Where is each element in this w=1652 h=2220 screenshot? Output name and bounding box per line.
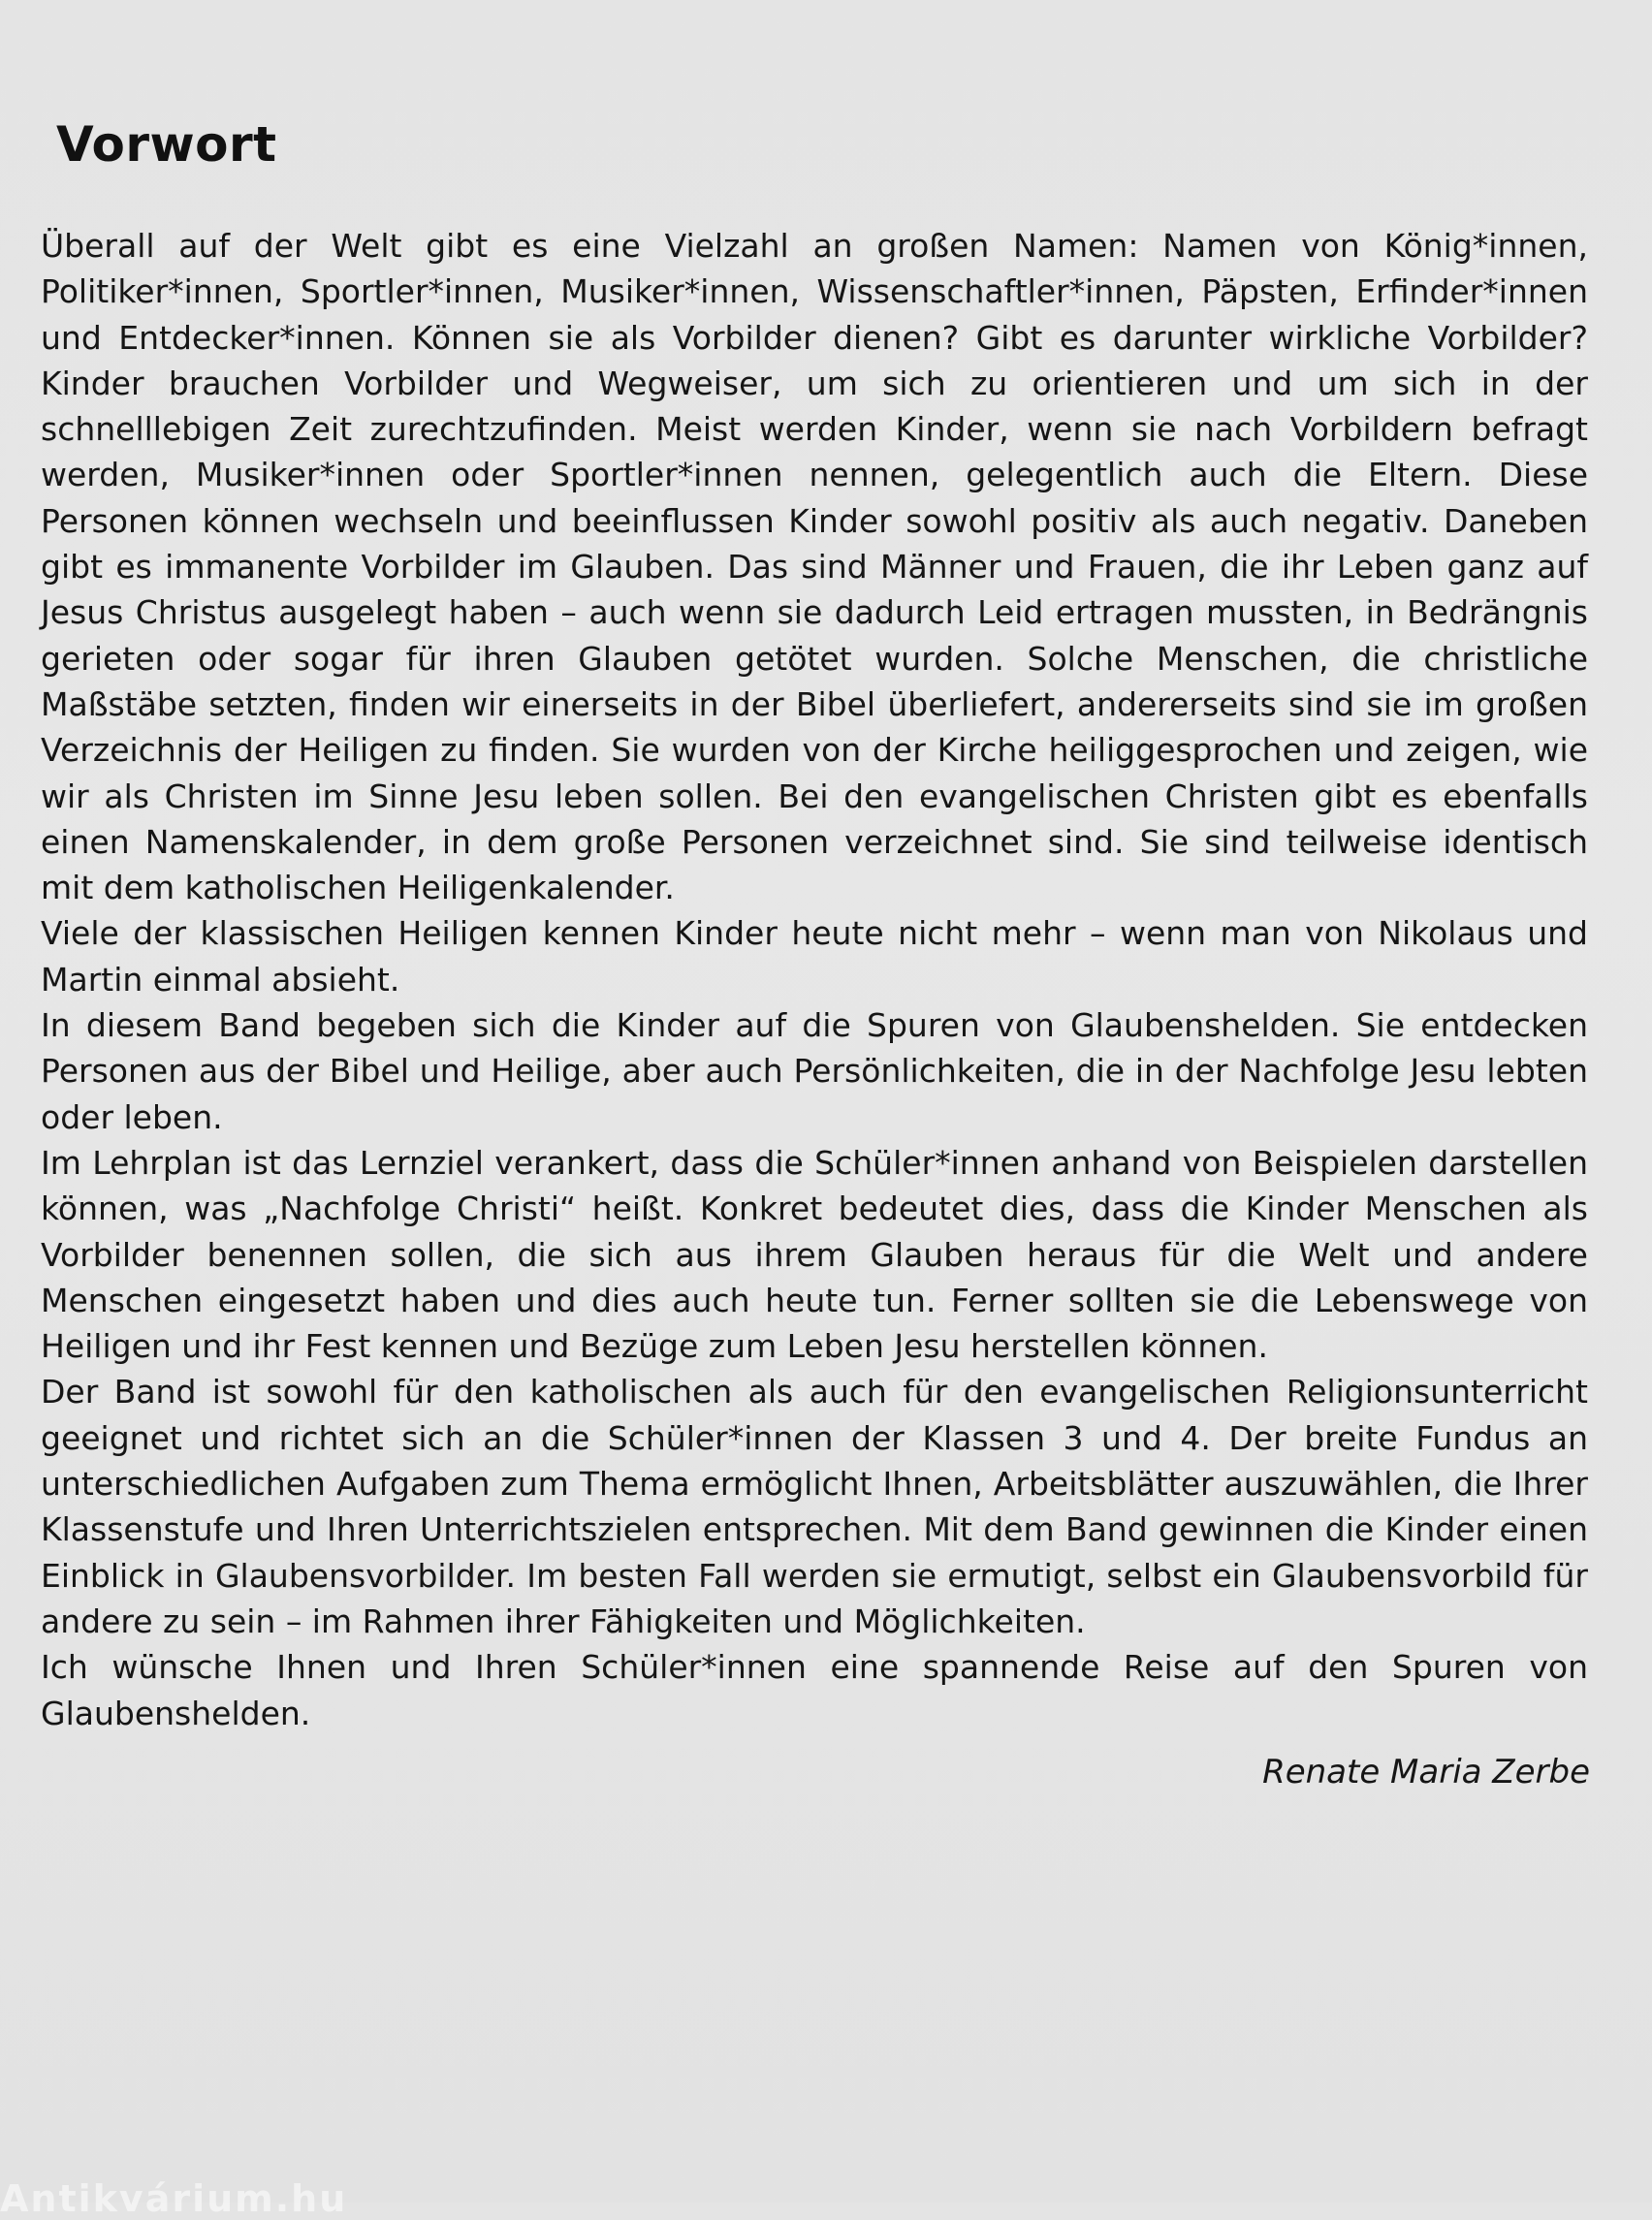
paragraph-1: Überall auf der Welt gibt es eine Vielzahl an großen Namen: Namen von König*innen, Politiker*innen, Sportler*innen, Musiker*innen, Wissenschaftler*innen, Päpsten, Erfinder*innen und Entdecker*innen. Können sie als Vorbilder dienen? Gibt es darunter wirkliche Vorbilder? Kinder brauchen Vorbilder und Wegweiser, um sich zu orientieren und um sich in der schnelllebigen Zeit zurechtzufinden. Meist werden Kinder, wenn sie nach Vorbildern befragt werden, Musiker*innen oder Sportler*innen nennen, gelegentlich auch die Eltern. Diese Personen können wechseln und beeinflussen Kinder sowohl positiv als auch negativ. Daneben gibt es immanente Vorbilder im Glauben. Das sind Männer und Frauen, die ihr Leben ganz auf Jesus Christus ausgelegt haben – auch wenn sie dadurch Leid ertragen mussten, in Bedrängnis gerieten oder sogar für ihren Glauben getötet wurden. Solche Menschen, die christliche Maßstäbe setzten, finden wir einerseits in der Bibel überliefert, andererseits sind sie im großen Verzeichnis der Heiligen zu finden. Sie wurden von der Kirche heiliggesprochen und zeigen, wie wir als Christen im Sinne Jesu leben sollen. Bei den evangelischen Christen gibt es ebenfalls einen Namenskalender, in dem große Personen verzeichnet sind. Sie sind teilweise identisch mit dem katholischen Heiligenkalender. (41, 227, 1588, 907)
author-signature: Renate Maria Zerbe (1262, 1753, 1590, 1792)
paragraph-5: Der Band ist sowohl für den katholischen als auch für den evangelischen Religionsunterricht geeignet und richtet sich an die Schüler*innen der Klassen 3 und 4. Der breite Fundus an unterschiedlichen Aufgaben zum Thema ermöglicht Ihnen, Arbeitsblätter auszuwählen, die Ihrer Klassenstufe und Ihren Unterrichtszielen entsprechen. Mit dem Band gewinnen die Kinder einen Einblick in Glaubensvorbilder. Im besten Fall werden sie ermutigt, selbst ein Glaubensvorbild für andere zu sein – im Rahmen ihrer Fähigkeiten und Möglichkeiten. (41, 1373, 1588, 1640)
page-title: Vorwort (56, 116, 277, 173)
paragraph-6: Ich wünsche Ihnen und Ihren Schüler*innen eine spannende Reise auf den Spuren von Glaubenshelden. (41, 1648, 1588, 1732)
paragraph-4: Im Lehrplan ist das Lernziel verankert, dass die Schüler*innen anhand von Beispielen darstellen können, was „Nachfolge Christi“ heißt. Konkret bedeutet dies, dass die Kinder Menschen als Vorbilder benennen sollen, die sich aus ihrem Glauben heraus für die Welt und andere Menschen eingesetzt haben und dies auch heute tun. Ferner sollten sie die Lebenswege von Heiligen und ihr Fest kennen und Bezüge zum Leben Jesu herstellen können. (41, 1143, 1588, 1366)
foreword-body (41, 223, 1588, 1736)
paragraph-2: Viele der klassischen Heiligen kennen Kinder heute nicht mehr – wenn man von Nikolaus und Martin einmal absieht. (41, 914, 1588, 999)
paragraph-3: In diesem Band begeben sich die Kinder auf die Spuren von Glaubenshelden. Sie entdecken Personen aus der Bibel und Heilige, aber auch Persönlichkeiten, die in der Nachfolge Jesu lebten oder leben. (41, 1006, 1588, 1136)
watermark: Antikvárium.hu (0, 2177, 348, 2220)
